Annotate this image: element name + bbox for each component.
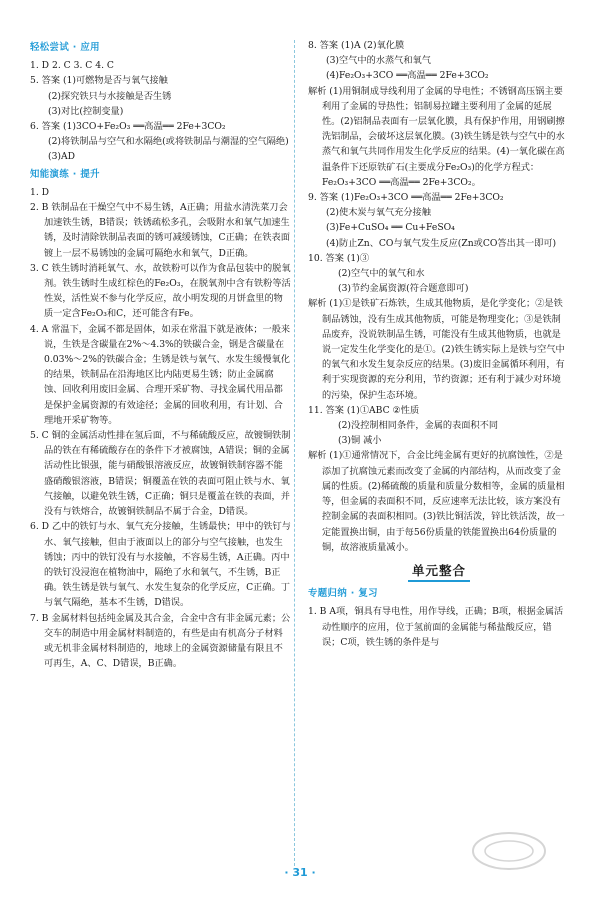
answer-explanation: 解析 (1)①通常情况下，合金比纯金属有更好的抗腐蚀性，②是添加了抗腐蚀元素而改变了金属的内部结构，从而改变了金属的性质。(2)稀硫酸的质量和质量分数相等，金属的质量相等，但金属的表面积不同，反应速率无法比较，该方案没有控制金属的表面积相同。(3)铁比铜活泼，锌比铁活泼，故一定能置换出铜，由于每56份质量的铁能置换出64份质量的铜，故溶液质量减小。 (308, 450, 565, 553)
answer-explanation: 4. A 常温下，金属不都是固体，如汞在常温下就是液体；一般来说，生铁是含碳量在2%～4.3%的铁碳合金，钢是含碳量在0.03%～2%的铁碳合金；生锈是铁与氧气、水发生缓慢氧化的结果，铁制品在沿海地区比内陆更易生锈；防止金属腐蚀、回收利用废旧金属、合理开采矿物、寻找金属代用品都是保护金属资源的有效途径；金属的回收利用，有计划、合理地开采矿物等。 (30, 323, 291, 426)
unit-title-box (308, 563, 570, 580)
answer-line: (2)使木炭与氧气充分接触 (326, 207, 431, 219)
answer-line: (2)空气中的氧气和水 (338, 268, 425, 280)
section-heading: 知能演练 · 提升 (30, 168, 100, 180)
unit-title: 单元整合 (408, 563, 470, 582)
answer-line: 10. 答案 (1)③ (308, 252, 370, 264)
answer-line: 1. D 2. C 3. C 4. C (30, 60, 114, 72)
answer-line: (4)防止Zn、CO与氧气发生反应(Zn或CO答出其一即可) (326, 237, 557, 249)
answer-explanation: 6. D 乙中的铁钉与水、氧气充分接触，生锈最快；甲中的铁钉与水、氧气接触，但由于液面以上的部分与空气接触，也发生锈蚀；丙中的铁钉没有与水接触，不容易生锈，A正确。丙中的铁钉没浸泡在植物油中，隔绝了水和氧气，不生锈，B正确。铁生锈是铁与氧气、水发生复杂的化学反应，C正确。丁与氧气隔绝，基本不生锈，D错误。 (30, 521, 291, 609)
answer-line: 6. 答案 (1)3CO+Fe₂O₃ ══高温══ 2Fe+3CO₂ (30, 121, 226, 133)
answer-explanation: 3. C 铁生锈时消耗氧气、水，故铁粉可以作为食品包装中的脱氧剂。铁生锈时生成红棕色的Fe₂O₃，在脱氧剂中含有铁粉等活性炭，活性炭不参与化学反应，故小明发现的月饼盒里的物质一定含Fe₂O₃和C，还可能含有Fe。 (30, 262, 291, 320)
answer-line: (3)Fe+CuSO₄ ══ Cu+FeSO₄ (326, 222, 455, 234)
answer-line: 8. 答案 (1)A (2)氧化膜 (308, 40, 405, 51)
right-column (308, 38, 570, 650)
answer-line: (4)Fe₂O₃+3CO ══高温══ 2Fe+3CO₂ (326, 70, 489, 82)
answer-explanation: 5. C 铜的金属活动性排在氢后面，不与稀硫酸反应，故镀铜铁制品的铁在有稀硫酸存在的条件下才被腐蚀，A错误；铜的金属活动性比银强，能与硝酸银溶液反应，故镀铜铁制容器不能盛硝酸银溶液，B错误；铜覆盖在铁的表面可阻止铁与水、氧气接触，以避免铁生锈，C正确；铜只是覆盖在铁的表面，并没有与铁熔合，故镀铜铁制品不属于合金，D错误。 (30, 430, 291, 518)
answer-explanation: 2. B 铁制品在干燥空气中不易生锈，A正确；用盐水清洗菜刀会加速铁生锈，B错误；铁锈疏松多孔，会吸附水和氧气加速生锈，及时清除铁制品表面的锈可减缓锈蚀，C正确；在铁表面镀上一层不易锈蚀的金属可隔绝水和氧气，D正确。 (30, 202, 290, 259)
column-divider (294, 40, 295, 866)
answer-line: (2)将铁制品与空气和水隔绝(或将铁制品与潮湿的空气隔绝) (48, 136, 289, 148)
answer-line: 9. 答案 (1)Fe₂O₃+3CO ══高温══ 2Fe+3CO₂ (308, 192, 504, 204)
answer-line: (3)AD (48, 151, 76, 163)
answer-line: (2)探究铁只与水接触是否生锈 (48, 90, 172, 102)
answer-line: (3)铜 减小 (338, 435, 382, 447)
section-heading: 专题归纳 · 复习 (308, 588, 378, 600)
answer-explanation: 7. B 金属材料包括纯金属及其合金，合金中含有非金属元素；公交车的制造中用金属材料制造的，有些是由有机高分子材料或无机非金属材料制造的，地球上的金属资源储量有限且不可再生，A、C、D错误，B正确。 (30, 612, 291, 670)
section-heading: 轻松尝试 · 应用 (30, 42, 100, 53)
answer-line: 11. 答案 (1)①ABC ②性质 (308, 404, 420, 416)
answer-line: 5. 答案 (1)可燃物是否与氧气接触 (30, 75, 168, 87)
answer-line: (3)节约金属资源(符合题意即可) (338, 283, 469, 295)
answer-explanation: 解析 (1)用铜制成导线利用了金属的导电性；不锈钢高压锅主要利用了金属的导热性；铝制易拉罐主要利用了金属的延展性。(2)铝制品表面有一层氧化膜，具有保护作用，用钢刷擦洗铝制品，会破坏这层氧化膜。(3)铁生锈是铁与空气中的水蒸气和氧气共同作用发生化学反应的结果。(4)一氧化碳在高温条件下还原铁矿石(主要成分Fe₂O₃)的化学方程式：Fe₂O₃+3CO ══高温══ 2Fe+3CO₂。 (308, 85, 565, 188)
answer-explanation: 解析 (1)①是铁矿石炼铁，生成其他物质，是化学变化；②是铁制品锈蚀，没有生成其他物质，可能是物理变化；③是铁制品废弃，没说铁制品生锈，可能没有生成其他物质，也就是说一定发生化学变化的是①。(2)铁生锈实际上是铁与空气中的氧气和水发生复杂反应的结果。(3)废旧金属循环利用，有利于实现资源的充分利用，节约资源；还有利于减少对环境的污染，保护生态环境。 (308, 298, 565, 401)
answer-line: (3)空气中的水蒸气和氧气 (326, 55, 431, 67)
answer-line: (3)对比(控制变量) (48, 105, 124, 117)
left-column (30, 38, 292, 671)
answer-line: (2)没控制相同条件，金属的表面积不同 (338, 420, 499, 432)
answer-line: 1. D (30, 186, 50, 198)
page-number: · 31 · (284, 866, 316, 879)
answer-explanation: 1. B A项，铜具有导电性，用作导线，正确；B项，根据金属活动性顺序的应用，位于氢前面的金属能与稀盐酸反应，错误；C项，铁生锈的条件是与 (308, 606, 564, 648)
watermark-logo-icon (454, 827, 564, 879)
